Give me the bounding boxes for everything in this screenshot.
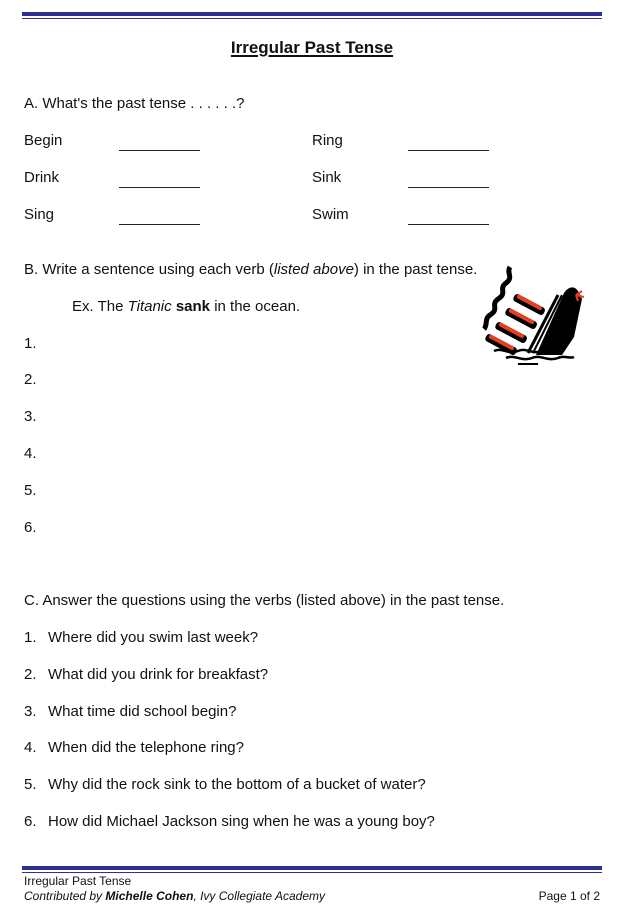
verb-drink: Drink bbox=[24, 169, 60, 186]
contrib-prefix: Contributed by bbox=[24, 889, 106, 903]
sentence-number-4: 4. bbox=[24, 445, 37, 462]
example-italic: Titanic bbox=[127, 298, 172, 315]
question-number: 4. bbox=[24, 739, 37, 756]
heading-text: B. Write a sentence using each verb ( bbox=[24, 261, 274, 278]
section-c-heading: C. Answer the questions using the verbs (listed above) in the past tense. bbox=[24, 592, 505, 609]
question-number: 5. bbox=[24, 776, 37, 793]
answer-blank-sink[interactable] bbox=[408, 187, 489, 188]
page-title: Irregular Past Tense bbox=[230, 38, 394, 57]
answer-blank-swim[interactable] bbox=[408, 224, 489, 225]
answer-blank-ring[interactable] bbox=[408, 150, 489, 151]
verb-ring: Ring bbox=[312, 132, 343, 149]
sentence-number-5: 5. bbox=[24, 482, 37, 499]
question-number: 3. bbox=[24, 703, 37, 720]
verb-swim: Swim bbox=[312, 206, 349, 223]
sentence-number-6: 6. bbox=[24, 519, 37, 536]
question-number: 6. bbox=[24, 813, 37, 830]
example-bold-verb: sank bbox=[175, 298, 211, 315]
question-text: Why did the rock sink to the bottom of a bucket of water? bbox=[48, 776, 426, 793]
question-text: Where did you swim last week? bbox=[48, 629, 259, 646]
section-a-heading: A. What's the past tense . . . . . .? bbox=[24, 95, 245, 112]
header-rule bbox=[22, 12, 602, 19]
question-text: What time did school begin? bbox=[48, 703, 237, 720]
verb-sing: Sing bbox=[24, 206, 55, 223]
heading-text-end: ) in the past tense. bbox=[353, 261, 478, 278]
footer-contributor bbox=[24, 889, 325, 903]
question-5 bbox=[24, 776, 426, 794]
question-1 bbox=[24, 629, 259, 647]
answer-blank-drink[interactable] bbox=[119, 187, 200, 188]
example-text: Ex. The bbox=[72, 298, 128, 315]
heading-italic: listed above bbox=[273, 261, 354, 278]
question-text: What did you drink for breakfast? bbox=[48, 666, 269, 683]
question-text: How did Michael Jackson sing when he was a young boy? bbox=[48, 813, 435, 830]
question-text: When did the telephone ring? bbox=[48, 739, 244, 756]
contributor-name: Michelle Cohen bbox=[105, 889, 194, 903]
contrib-school: , Ivy Collegiate Academy bbox=[193, 889, 326, 903]
section-b-heading bbox=[24, 261, 477, 279]
sentence-number-3: 3. bbox=[24, 408, 37, 425]
example-sentence bbox=[72, 298, 300, 316]
example-text-end: in the ocean. bbox=[210, 298, 301, 315]
question-number: 2. bbox=[24, 666, 37, 683]
question-3 bbox=[24, 703, 237, 721]
question-4 bbox=[24, 739, 244, 757]
footer-rule bbox=[22, 866, 602, 873]
answer-blank-begin[interactable] bbox=[119, 150, 200, 151]
verb-begin: Begin bbox=[24, 132, 63, 149]
sentence-number-1: 1. bbox=[24, 335, 37, 352]
question-6 bbox=[24, 813, 435, 831]
question-2 bbox=[24, 666, 269, 684]
page-number: Page 1 of 2 bbox=[538, 889, 600, 903]
verb-sink: Sink bbox=[312, 169, 342, 186]
footer-doc-title: Irregular Past Tense bbox=[24, 874, 132, 888]
answer-blank-sing[interactable] bbox=[119, 224, 200, 225]
sentence-number-2: 2. bbox=[24, 371, 37, 388]
question-number: 1. bbox=[24, 629, 37, 646]
sinking-ship-icon bbox=[478, 263, 588, 365]
